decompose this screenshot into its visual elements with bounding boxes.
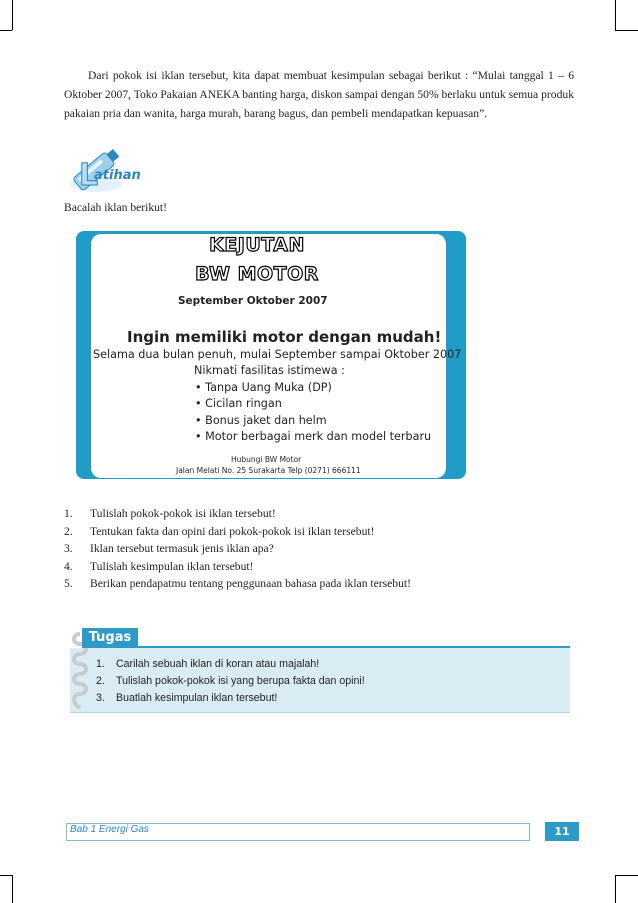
tugas-list <box>96 658 365 709</box>
crop-mark <box>615 875 638 876</box>
ad-headline: Ingin memiliki motor dengan mudah! <box>127 328 442 346</box>
latihan-heading: atihan <box>94 168 141 183</box>
crop-mark <box>12 0 13 30</box>
crop-mark <box>0 875 12 876</box>
ad-intro: Nikmati fasilitas istimewa : <box>194 364 345 377</box>
list-item: 1. Carilah sebuah iklan di koran atau majalah! <box>96 658 320 670</box>
instruction-text: Bacalah iklan berikut! <box>64 201 168 214</box>
ad-facility: • Cicilan ringan <box>195 397 282 410</box>
crop-mark <box>12 875 13 903</box>
ad-contact: Hubungi BW Motor <box>231 455 302 464</box>
ad-title-line1: KEJUTAN <box>209 234 305 256</box>
task-list <box>64 507 411 595</box>
list-item: 3. Buatlah kesimpulan iklan tersebut! <box>96 692 278 704</box>
ad-title-line2: BW MOTOR <box>195 263 319 285</box>
list-item: 5. Berikan pendapatmu tentang penggunaan bahasa pada iklan tersebut! <box>64 577 411 590</box>
tugas-label: Tugas <box>82 628 138 648</box>
crop-mark <box>615 0 616 30</box>
list-item: 2. Tentukan fakta dan opini dari pokok-pokok isi iklan tersebut! <box>64 524 375 538</box>
crop-mark <box>615 875 616 903</box>
ad-facility: • Bonus jaket dan helm <box>195 414 327 427</box>
crop-mark <box>0 30 12 31</box>
page-number: 11 <box>545 822 579 841</box>
crop-mark <box>615 30 638 31</box>
list-item: 3. Iklan tersebut termasuk jenis iklan apa? <box>64 542 274 555</box>
ad-contact: Jalan Melati No. 25 Surakarta Telp (0271) 666111 <box>176 466 361 475</box>
ad-facility: • Tanpa Uang Muka (DP) <box>195 381 332 394</box>
divider <box>138 646 570 648</box>
list-item: 2. Tulislah pokok-pokok isi yang berupa fakta dan opini! <box>96 675 365 687</box>
chapter-label: Bab 1 Energi Gas <box>70 824 149 835</box>
intro-paragraph: Dari pokok isi iklan tersebut, kita dapat membuat kesimpulan sebagai berikut : “Mulai tanggal 1 – 6 Oktober 2007, Toko Pakaian ANEKA banting harga, diskon sampai dengan 50% berlaku untuk semua produk pakaian pria dan wanita, harga murah, barang bagus, dan pembeli mendapatkan kepuasan”. <box>64 69 574 120</box>
latihan-initial: L <box>79 158 99 193</box>
list-item: 4. Tulislah kesimpulan iklan tersebut! <box>64 559 254 573</box>
list-item: 1. Tulislah pokok-pokok isi iklan tersebut! <box>64 507 276 520</box>
ad-intro: Selama dua bulan penuh, mulai September sampai Oktober 2007 <box>93 348 462 361</box>
ad-period: September Oktober 2007 <box>178 295 328 307</box>
ad-facility: • Motor berbagai merk dan model terbaru <box>195 430 432 443</box>
